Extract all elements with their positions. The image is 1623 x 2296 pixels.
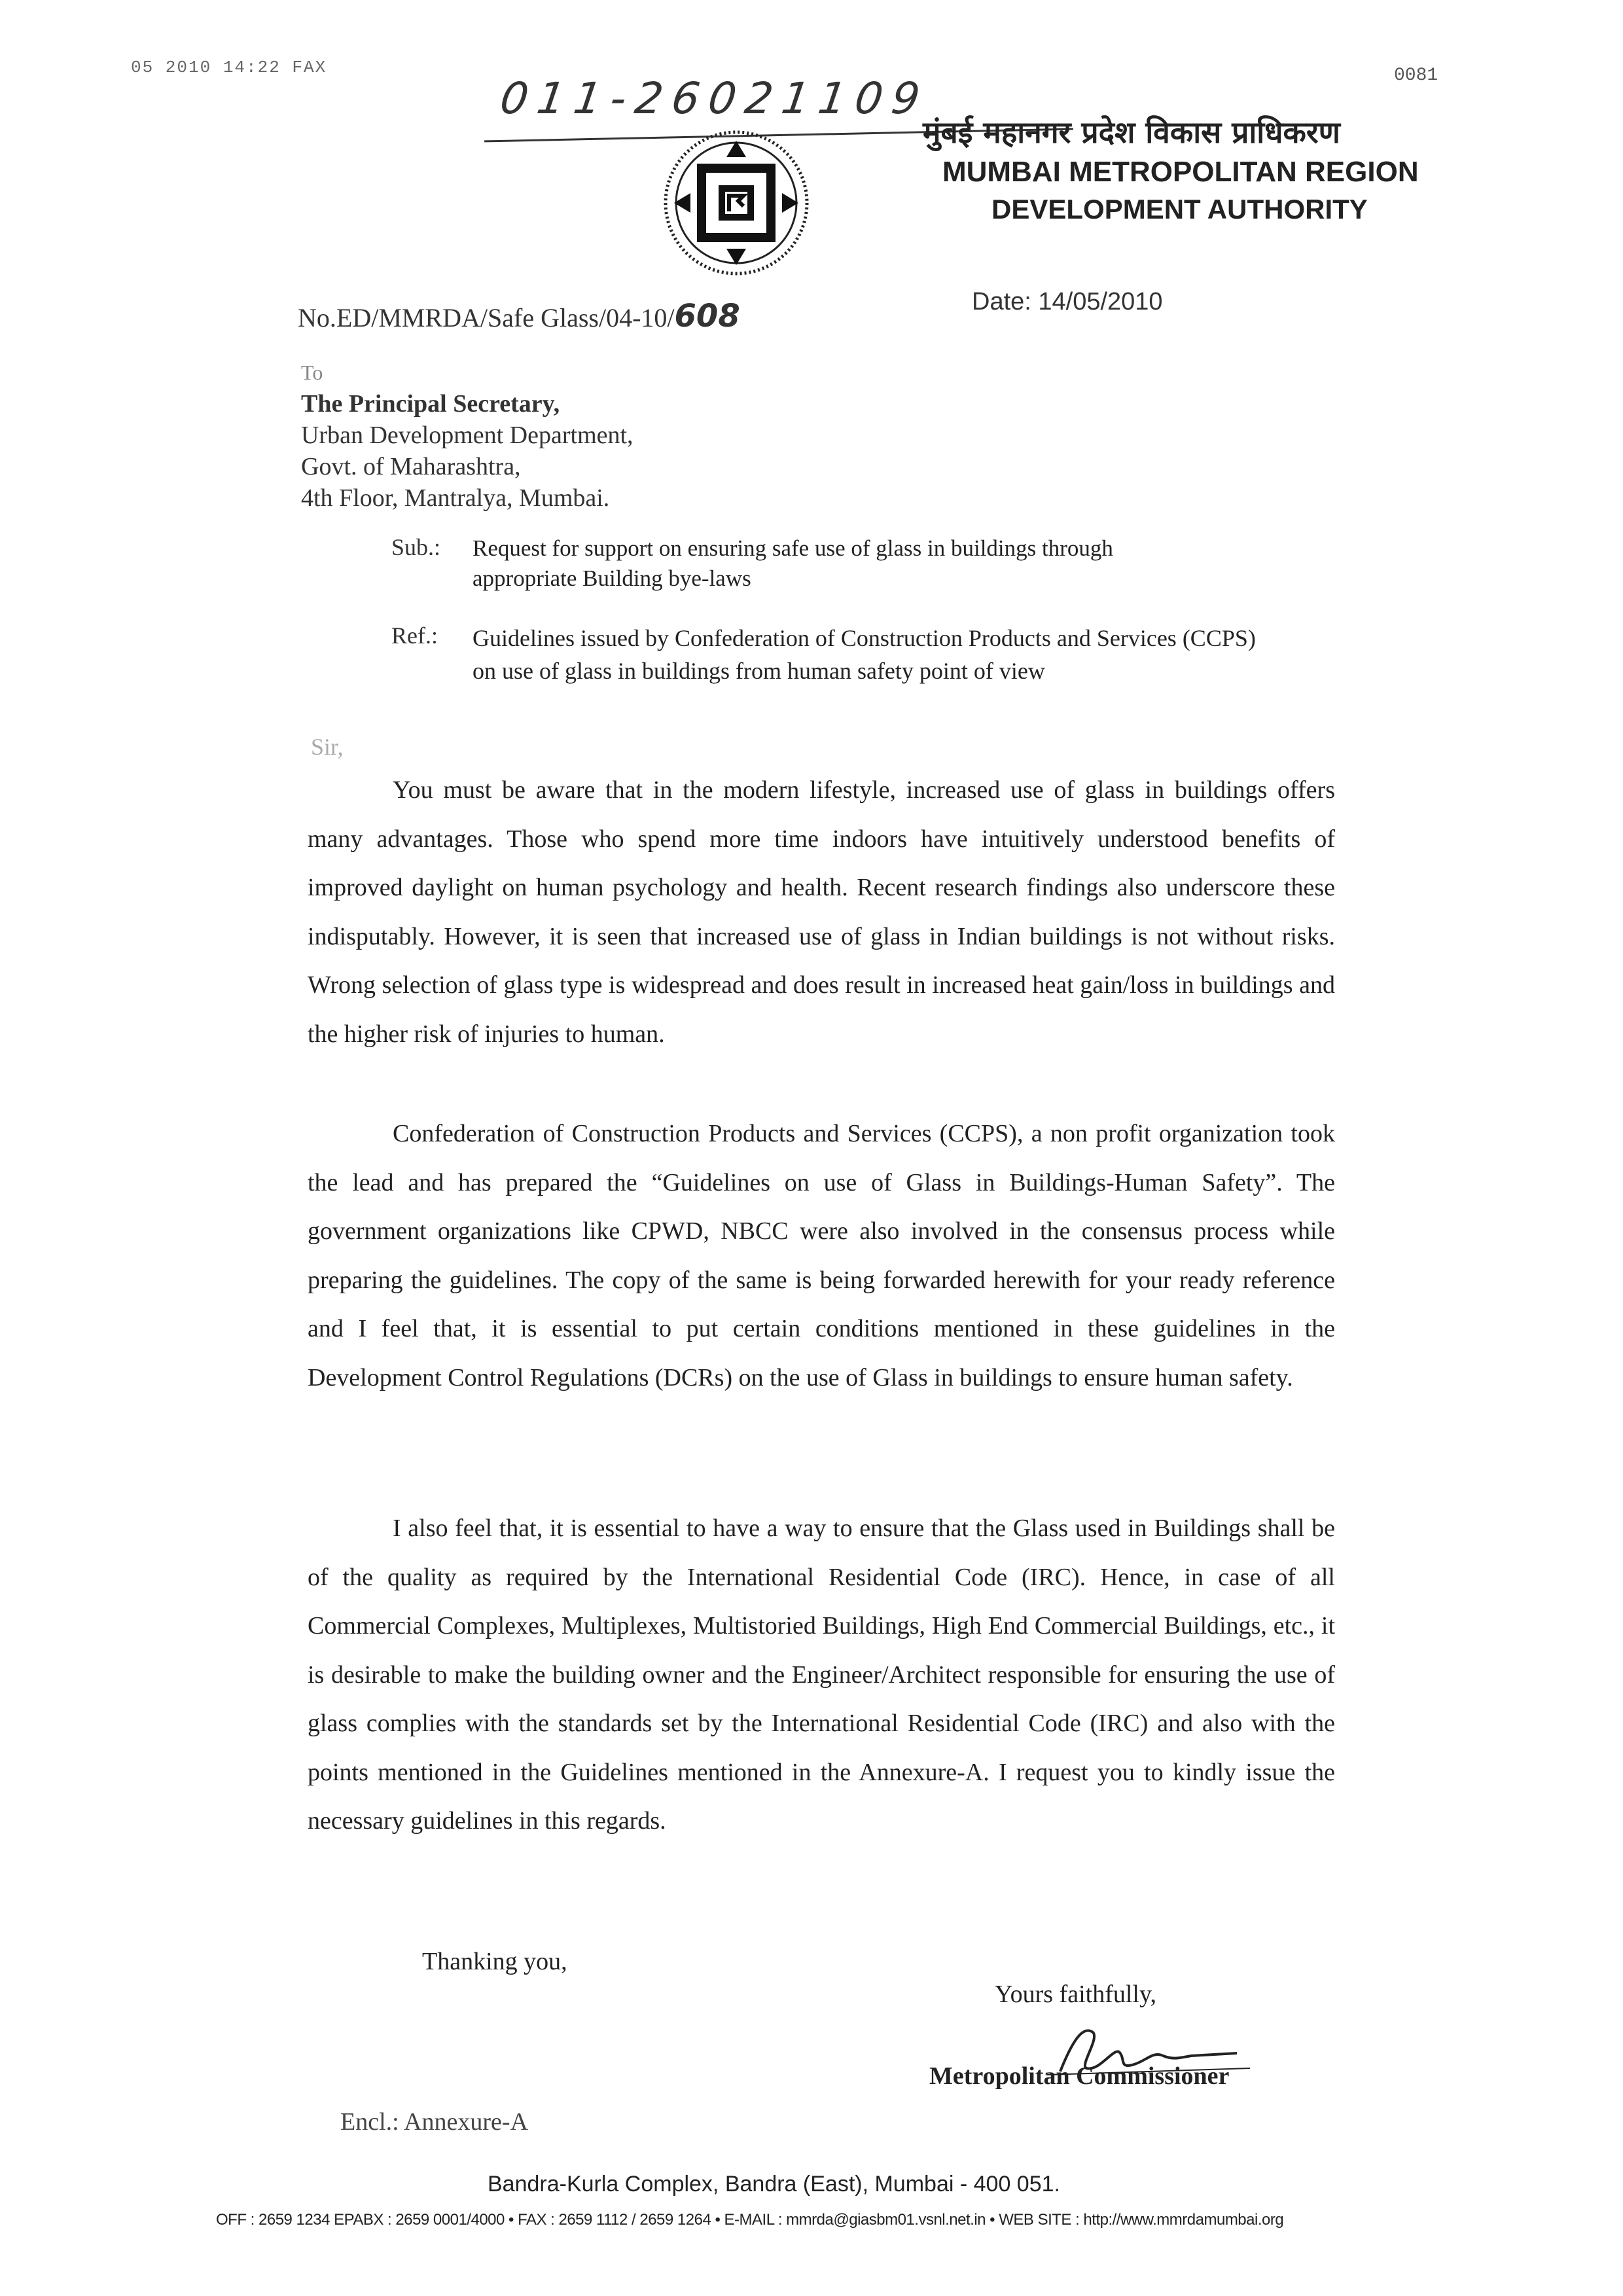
recipient-line: Govt. of Maharashtra,: [301, 453, 521, 480]
reference-number: [298, 298, 740, 334]
salutation: Sir,: [311, 734, 344, 760]
recipient-address: [301, 357, 633, 514]
paragraph-text: I also feel that, it is essential to have a way to ensure that the Glass used in Buildings shall be of the quality as required by the International Residential Code (IRC). Hence, in case of all Commercial Complexes, Multiplexes, Multistoried Buildings, High End Commercial Buildings, etc., it is desirable to make the building owner and the Engineer/Architect responsible for ensuring the use of glass complies with the standards set by the International Residential Code (IRC) and also with the points mentioned in the Guidelines mentioned in the Annexure-A. I request you to kindly issue the necessary guidelines in this regards.: [308, 1515, 1335, 1835]
footer-contact: OFF : 2659 1234 EPABX : 2659 0001/4000 • FAX : 2659 1112 / 2659 1264 • E-MAIL : mmrda@giasbm01.vsnl.net.in • WEB SITE : http://www.mmrdamumbai.org: [216, 2211, 1284, 2229]
closing-thanks: Thanking you,: [422, 1948, 567, 1975]
org-name-line2: DEVELOPMENT AUTHORITY: [991, 194, 1368, 224]
reference-label: Ref.:: [391, 622, 438, 649]
recipient-line: Urban Development Department,: [301, 422, 633, 449]
recipient-line: 4th Floor, Mantralya, Mumbai.: [301, 484, 610, 512]
page-number: 0081: [1394, 65, 1438, 86]
fax-stamp: 05 2010 14:22 FAX: [131, 58, 327, 77]
letter-date: Date: 14/05/2010: [972, 288, 1163, 315]
body-paragraph-2: [308, 1109, 1335, 1402]
org-name-hindi: मुंबई महानगर प्रदेश विकास प्राधिकरण: [923, 115, 1340, 150]
subject-text: Request for support on ensuring safe use of glass in buildings through appropriate Building bye-laws: [473, 535, 1113, 591]
enclosure-note: Encl.: Annexure-A: [340, 2108, 529, 2136]
reference-number-printed: No.ED/MMRDA/Safe Glass/04-10/: [298, 303, 675, 332]
to-label: To: [301, 361, 323, 384]
handwritten-phone-number: 011-26021109: [497, 73, 933, 124]
recipient-line: The Principal Secretary,: [301, 390, 560, 418]
signatory-title: Metropolitan Commissioner: [929, 2062, 1230, 2090]
footer-address: Bandra-Kurla Complex, Bandra (East), Mumbai - 400 051.: [488, 2172, 1060, 2197]
body-paragraph-3: [308, 1504, 1335, 1846]
paragraph-text: Confederation of Construction Products and Services (CCPS), a non profit organization took the lead and has prepared the “Guidelines on use of Glass in Buildings-Human Safety”. The government organizations like CPWD, NBCC were also involved in the consensus process while preparing the guidelines. The copy of the same is being forwarded herewith for your ready reference and I feel that, it is essential to put certain conditions mentioned in these guidelines in the Development Control Regulations (DCRs) on the use of Glass in buildings to ensure human safety.: [308, 1120, 1335, 1391]
org-name-line1: MUMBAI METROPOLITAN REGION: [942, 156, 1419, 188]
subject-label: Sub.:: [391, 534, 441, 560]
closing-yours-faithfully: Yours faithfully,: [995, 1981, 1157, 2008]
reference-text: Guidelines issued by Confederation of Construction Products and Services (CCPS) on use of glass in buildings from human safety point of view: [473, 625, 1256, 684]
body-paragraph-1: [308, 766, 1335, 1058]
paragraph-text: You must be aware that in the modern lifestyle, increased use of glass in buildings offers many advantages. Those who spend more time indoors have intuitively understood benefits of improved daylight on human psychology and health. Recent research findings also underscore these indisputably. However, it is seen that increased use of glass in Indian buildings is not without risks. Wrong selection of glass type is widespread and does result in increased heat gain/loss in buildings and the higher risk of injuries to human.: [308, 776, 1335, 1048]
reference-number-handwritten: 608: [674, 298, 740, 334]
mmrda-logo-icon: [661, 128, 812, 278]
